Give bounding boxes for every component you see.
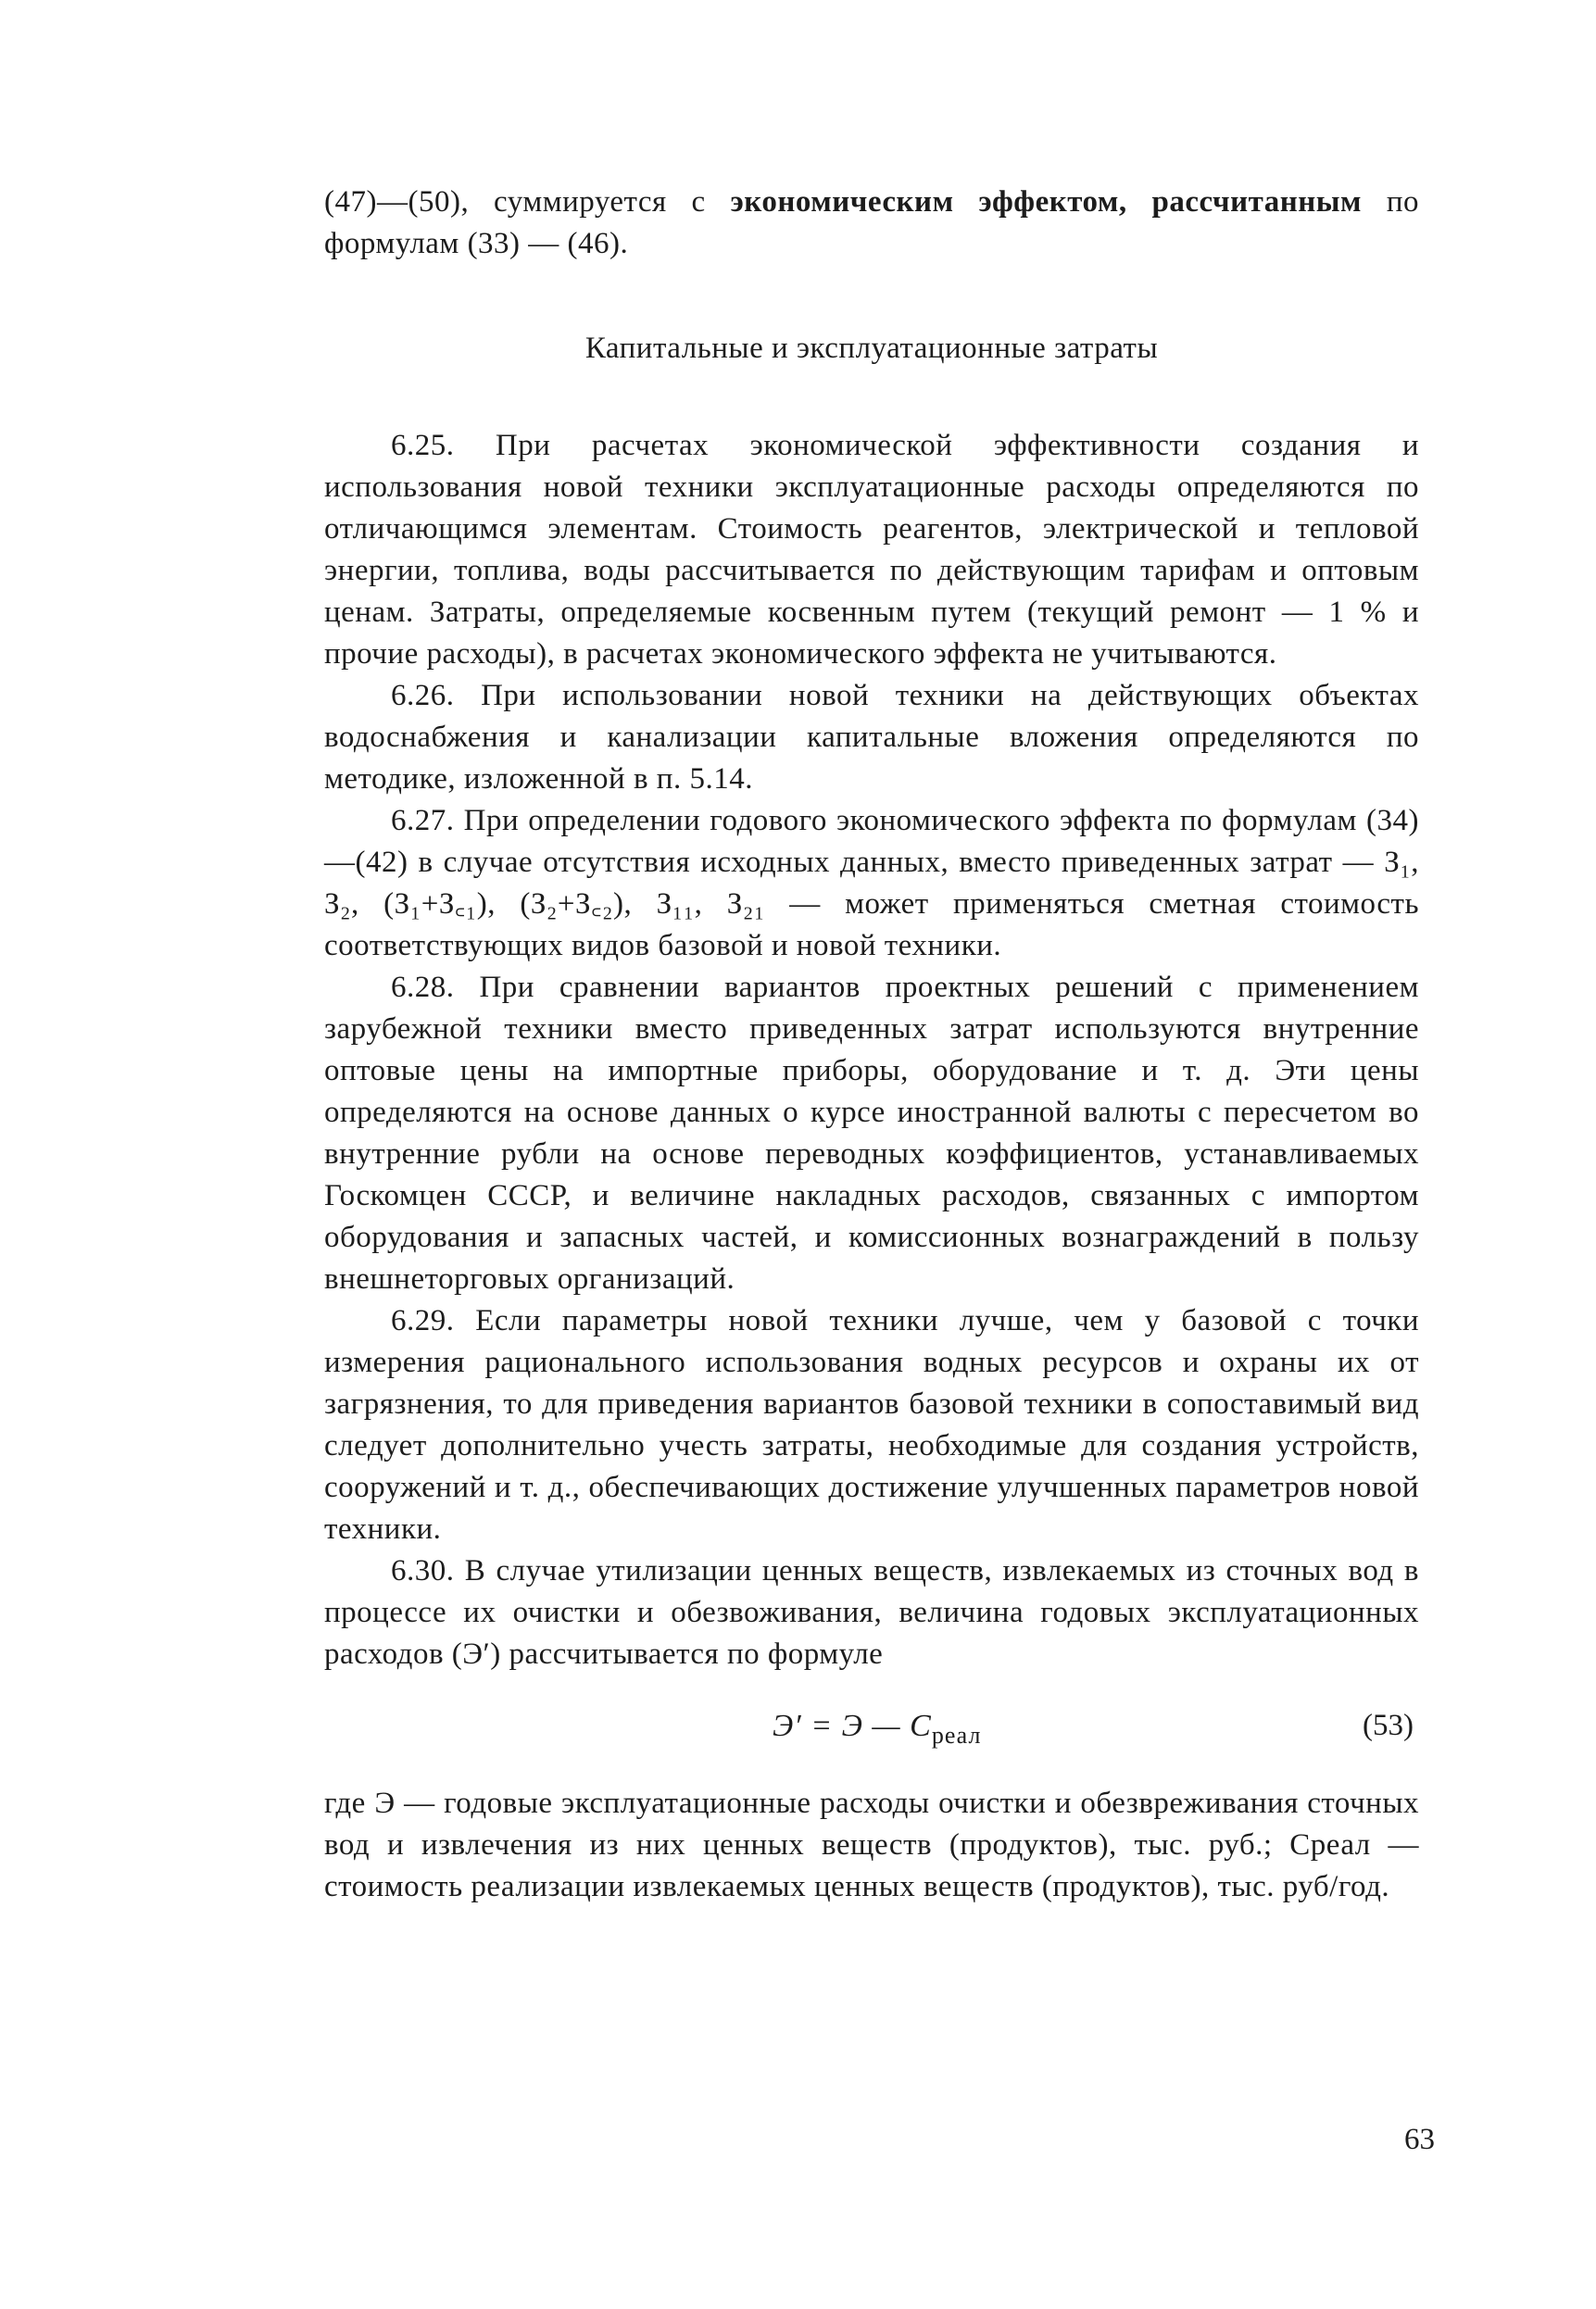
paragraph-text: При расчетах экономической эффективности создания и использования новой техники эксплуатационные расходы определяются по отличающимся элементам. Стоимость реагентов, электрической и тепловой энергии, топлива, воды рассчитывается по действующим тарифам и оптовым ценам. Затраты, определяемые косвенным путем (текущий ремонт — 1 % и прочие расходы), в расчетах экономического эффекта не учитываются. (324, 429, 1419, 671)
paragraph-6-26 (324, 675, 1419, 800)
paragraph-6-28 (324, 967, 1419, 1300)
paragraph-6-25 (324, 425, 1419, 675)
formula-number: (53) (1363, 1709, 1414, 1742)
paragraph-6-29 (324, 1300, 1419, 1550)
intro-paragraph (324, 182, 1419, 265)
paragraph-number: 6.26. (391, 679, 455, 712)
intro-text-start: (47)—(50), суммируется с (324, 185, 731, 219)
paragraph-number: 6.28. (391, 971, 455, 1004)
formula-row (324, 1696, 1419, 1770)
paragraph-number: 6.25. (391, 429, 455, 462)
section-heading: Капитальные и эксплуатационные затраты (584, 332, 1159, 365)
formula-53 (773, 1709, 981, 1750)
paragraph-text: При использовании новой техники на действующих объектах водоснабжения и канализации капитальные вложения определяются по методике, изложенной в п. 5.14. (324, 679, 1419, 796)
formula-expression: Э′ = Э — C (773, 1709, 932, 1743)
paragraph-6-27 (324, 800, 1419, 967)
document-page (324, 182, 1419, 1908)
page-number: 63 (1404, 2123, 1435, 2156)
paragraph-text: В случае утилизации ценных веществ, извлекаемых из сточных вод в процессе их очистки и обезвоживания, величина годовых эксплуатационных расходов (Э′) рассчитывается по формуле (324, 1554, 1419, 1671)
paragraph-6-30 (324, 1550, 1419, 1675)
paragraph-number: 6.27. (391, 804, 455, 837)
formula-subscript: реал (931, 1721, 982, 1749)
paragraph-number: 6.30. (391, 1554, 455, 1587)
paragraph-text: При определении годового экономического эффекта по формулам (34)—(42) в случае отсутствия исходных данных, вместо приведенных затрат — З₁, З₂, (З₁+З꜀₁), (З₂+З꜀₂), З₁₁, З₂₁ — может применяться сметная стоимость соответствующих видов базовой и новой техники. (324, 804, 1420, 962)
intro-text-end: по формулам (33) — (46). (324, 185, 1420, 260)
paragraph-text: При сравнении вариантов проектных решений с применением зарубежной техники вместо приведенных затрат используются внутренние оптовые цены на импортные приборы, оборудование и т. д. Эти цены определяются на основе данных о курсе иностранной валюты с пересчетом во внутренние рубли на основе переводных коэффициентов, устанавливаемых Госкомцен СССР, и величине накладных расходов, связанных с импортом оборудования и запасных частей, и комиссионных вознаграждений в пользу внешнеторговых организаций. (324, 971, 1420, 1296)
formula-explanation: где Э — годовые эксплуатационные расходы очистки и обезвреживания сточных вод и извлечения из них ценных веществ (продуктов), тыс. руб.; Cреал — стоимость реализации извлекаемых ценных веществ (продуктов), тыс. руб/год. (324, 1787, 1419, 1903)
paragraph-text: Если параметры новой техники лучше, чем у базовой с точки измерения рационального использования водных ресурсов и охраны их от загрязнения, то для приведения вариантов базовой техники в сопоставимый вид следует дополнительно учесть затраты, необходимые для создания устройств, сооружений и т. д., обеспечивающих достижение улучшенных параметров новой техники. (324, 1304, 1420, 1546)
paragraph-number: 6.29. (391, 1304, 455, 1337)
intro-text-bold: экономическим эффектом, рассчитанным (730, 185, 1362, 219)
